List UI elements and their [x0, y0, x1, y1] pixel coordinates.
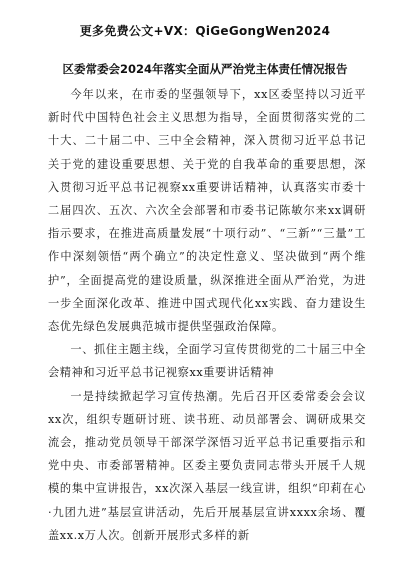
header-note: 更多免费公文+VX：QiGeGongWen2024 — [79, 24, 331, 38]
paragraph-point-one: 一是持续掀起学习宣传热潮。先后召开区委常委会会议xx次，组织专题研讨班、读书班、动员部署会、调研成果交流会，推动党员领导干部深学深悟习近平总书记重要指示和党中央、市委部署精神。区委主要负责同志带头开展千人规模的集中宣讲报告，xx次深入基层一线宣讲，组织“印莉在心·九团九进”基层宣讲活动，先后开展基层宣讲xxxx余场、覆盖xx.x万人次。创新开展形式多样的新 — [48, 389, 366, 542]
paragraph-intro: 今年以来，在市委的坚强领导下，xx区委坚持以习近平新时代中国特色社会主义思想为指导，全面贯彻落实党的二十大、二十届二中、三中全会精神，深入贯彻习近平总书记关于党的建设重要思想、关于党的自我革命的重要思想，深入贯彻习近平总书记视察xx重要讲话精神，认真落实市委十二届四次、五次、六次全会部署和市委书记陈敏尔来xx调研指示要求，在推进高质量发展“十项行动”、“三新”“三量”工作中深刻领悟“两个确立”的决定性意义、坚决做到“两个维护”，全面提高党的建设质量，纵深推进全面从严治党，为进一步全面深化改革、推进中国式现代化xx实践、奋力建设生态优先绿色发展典范城市提供坚强政治保障。 — [48, 88, 366, 334]
document-body — [48, 83, 366, 547]
paragraph-section-heading: 一、抓住主题主线，全面学习宣传贯彻党的二十届三中全会精神和习近平总书记视察xx重要讲话精神 — [48, 343, 366, 380]
document-title: 区委常委会2024年落实全面从严治党主体责任情况报告 — [62, 62, 348, 76]
